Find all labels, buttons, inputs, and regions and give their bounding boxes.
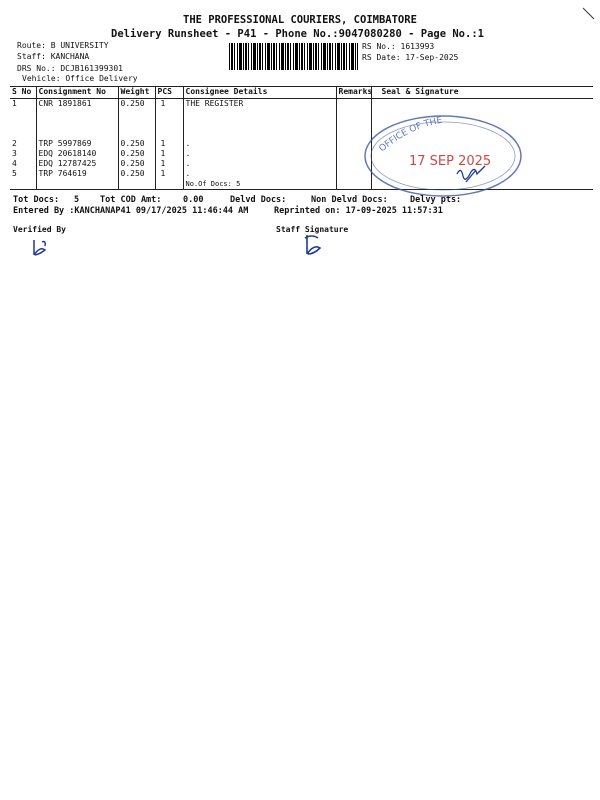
delvy-pts-label: Delvy pts:: [410, 195, 462, 205]
table-row: 1 CNR 1891861 0.250 1 THE REGISTER: [10, 99, 593, 111]
tot-docs-value: 5: [74, 195, 80, 205]
corner-mark: [582, 6, 596, 25]
staff-signature-label: Staff Signature: [276, 225, 349, 234]
rs-date: RS Date: 17-Sep-2025: [362, 53, 459, 62]
table-row: 4 EDQ 12787425 0.250 1 .: [10, 159, 593, 169]
col-header-weight: Weight: [118, 87, 155, 99]
reprinted-on: Reprinted on: 17-09-2025 11:57:31: [274, 206, 443, 216]
stamp-date: 17 SEP 2025: [409, 154, 492, 169]
table-header-row: [10, 87, 593, 99]
col-header-seal: Seal & Signature: [371, 87, 593, 99]
delvd-docs-label: Delvd Docs:: [230, 195, 287, 205]
runsheet-subtitle: Delivery Runsheet - P41 - Phone No.:9047080280 - Page No.:1: [111, 28, 484, 40]
tot-docs-label: Tot Docs:: [13, 195, 60, 205]
route-label: Route: B UNIVERSITY: [17, 41, 109, 50]
verified-signature: [30, 238, 50, 262]
barcode-image: [229, 43, 358, 70]
col-header-remarks: Remarks: [336, 87, 371, 99]
staff-label: Staff: KANCHANA: [17, 52, 90, 61]
col-header-consignment: Consignment No: [36, 87, 118, 99]
rs-number: RS No.: 1613993: [362, 42, 435, 51]
col-header-consignee: Consignee Details: [183, 87, 336, 99]
tot-cod-value: 0.00: [183, 195, 204, 205]
table-row: 2 TRP 5997869 0.250 1 .: [10, 139, 593, 149]
col-header-sno: S No: [10, 87, 36, 99]
verified-by-label: Verified By: [13, 225, 66, 234]
drs-number: DRS No.: DCJB161399301: [17, 64, 123, 73]
col-header-pcs: PCS: [155, 87, 183, 99]
company-title: THE PROFESSIONAL COURIERS, COIMBATORE: [183, 14, 417, 26]
non-delvd-docs-label: Non Delvd Docs:: [311, 195, 388, 205]
staff-signature: [302, 232, 326, 262]
doc-count: No.Of Docs: 5: [183, 179, 336, 190]
table-row: 3 EDQ 20618140 0.250 1 .: [10, 149, 593, 159]
svg-text:OFFICE OF THE: [378, 116, 444, 155]
tot-cod-label: Tot COD Amt:: [100, 195, 162, 205]
entered-by: Entered By :KANCHANAP41 09/17/2025 11:46:44 AM: [13, 206, 249, 216]
vehicle-label: Vehicle: Office Delivery: [22, 74, 138, 83]
table-row: 5 TRP 764619 0.250 1 .: [10, 169, 593, 179]
stamp-arc-text: OFFICE OF THE: [377, 115, 443, 155]
office-seal-stamp: [362, 112, 524, 200]
